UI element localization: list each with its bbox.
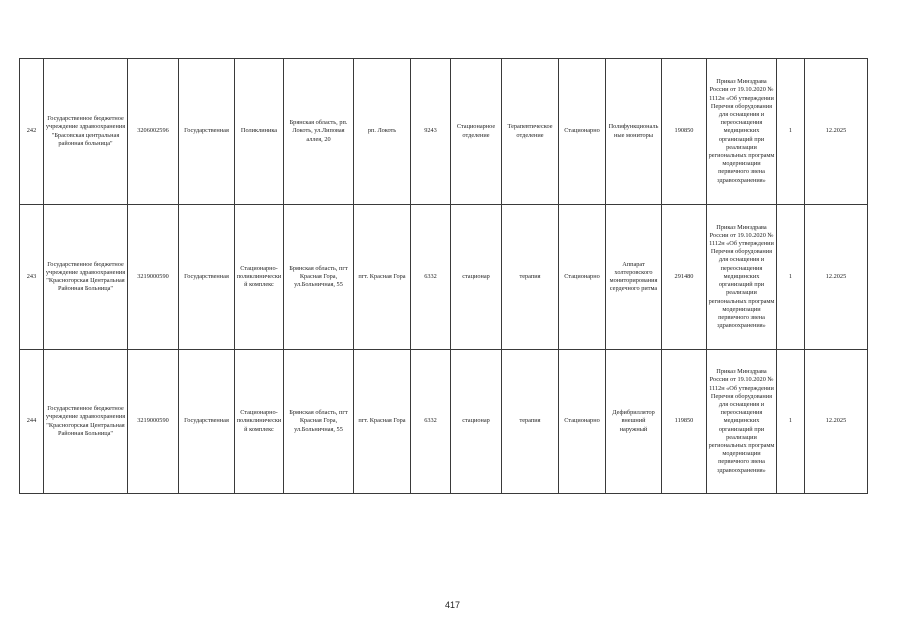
order-cell: Приказ Минздрава России от 19.10.2020 № 1112н «Об утверждении Перечня оборудования для оснащения и переоснащения медицинских организаций при реализации региональных программ модернизации первичного звена здравоохранения»	[707, 350, 777, 494]
institution-cell: Государственное бюджетное учреждение здравоохранения "Брасовская центральная районная больница"	[44, 59, 128, 205]
price-cell: 190850	[662, 59, 707, 205]
care-condition-cell: Стационарно	[559, 205, 606, 350]
population-cell: 9243	[411, 59, 451, 205]
department-cell: терапия	[502, 205, 559, 350]
institution-cell: Государственное бюджетное учреждение здравоохранения "Красногорская Центральная Районная Больница"	[44, 350, 128, 494]
unit-type-cell: Стационарно-поликлинический комплекс	[235, 350, 284, 494]
address-cell: Брянская область, пгт Красная Гора, ул.Больничная, 55	[284, 205, 354, 350]
department-cell: Терапевтическое отделение	[502, 59, 559, 205]
quantity-cell: 1	[777, 205, 805, 350]
equipment-registry-table	[19, 58, 868, 494]
locality-cell: пгт. Красная Гора	[354, 350, 411, 494]
order-cell: Приказ Минздрава России от 19.10.2020 № 1112н «Об утверждении Перечня оборудования для оснащения и переоснащения медицинских организаций при реализации региональных программ модернизации первичного звена здравоохранения»	[707, 205, 777, 350]
price-cell: 119850	[662, 350, 707, 494]
department-type-cell: стационар	[451, 350, 502, 494]
population-cell: 6332	[411, 350, 451, 494]
ownership-cell: Государственная	[179, 205, 235, 350]
population-cell: 6332	[411, 205, 451, 350]
locality-cell: пгт. Красная Гора	[354, 205, 411, 350]
quantity-cell: 1	[777, 350, 805, 494]
institution-cell: Государственное бюджетное учреждение здравоохранения "Красногорская Центральная Районная Больница"	[44, 205, 128, 350]
equipment-cell: Аппарат холтеровского мониторирования сердечного ритма	[606, 205, 662, 350]
equipment-cell: Дефибриллятор внешний наружный	[606, 350, 662, 494]
department-type-cell: стационар	[451, 205, 502, 350]
inn-cell: 3206002596	[128, 59, 179, 205]
address-cell: Брянская область, пгт Красная Гора, ул.Больничная, 55	[284, 350, 354, 494]
department-cell: терапия	[502, 350, 559, 494]
unit-type-cell: Стационарно-поликлинический комплекс	[235, 205, 284, 350]
inn-cell: 3219000590	[128, 350, 179, 494]
order-cell: Приказ Минздрава России от 19.10.2020 № 1112н «Об утверждении Перечня оборудования для оснащения и переоснащения медицинских организаций при реализации региональных программ модернизации первичного звена здравоохранения»	[707, 59, 777, 205]
period-cell: 12.2025	[805, 59, 868, 205]
ownership-cell: Государственная	[179, 350, 235, 494]
equipment-cell: Полифункциональные мониторы	[606, 59, 662, 205]
table-row	[20, 59, 868, 205]
table-row	[20, 350, 868, 494]
price-cell: 291480	[662, 205, 707, 350]
department-type-cell: Стационарное отделение	[451, 59, 502, 205]
row-number-cell: 244	[20, 350, 44, 494]
period-cell: 12.2025	[805, 205, 868, 350]
locality-cell: рп. Локоть	[354, 59, 411, 205]
unit-type-cell: Поликлиника	[235, 59, 284, 205]
quantity-cell: 1	[777, 59, 805, 205]
row-number-cell: 242	[20, 59, 44, 205]
period-cell: 12.2025	[805, 350, 868, 494]
ownership-cell: Государственная	[179, 59, 235, 205]
table-row	[20, 205, 868, 350]
care-condition-cell: Стационарно	[559, 350, 606, 494]
page-number: 417	[444, 600, 461, 610]
inn-cell: 3219000590	[128, 205, 179, 350]
row-number-cell: 243	[20, 205, 44, 350]
address-cell: Брянская область, рп. Локоть, ул.Липовая аллея, 20	[284, 59, 354, 205]
care-condition-cell: Стационарно	[559, 59, 606, 205]
